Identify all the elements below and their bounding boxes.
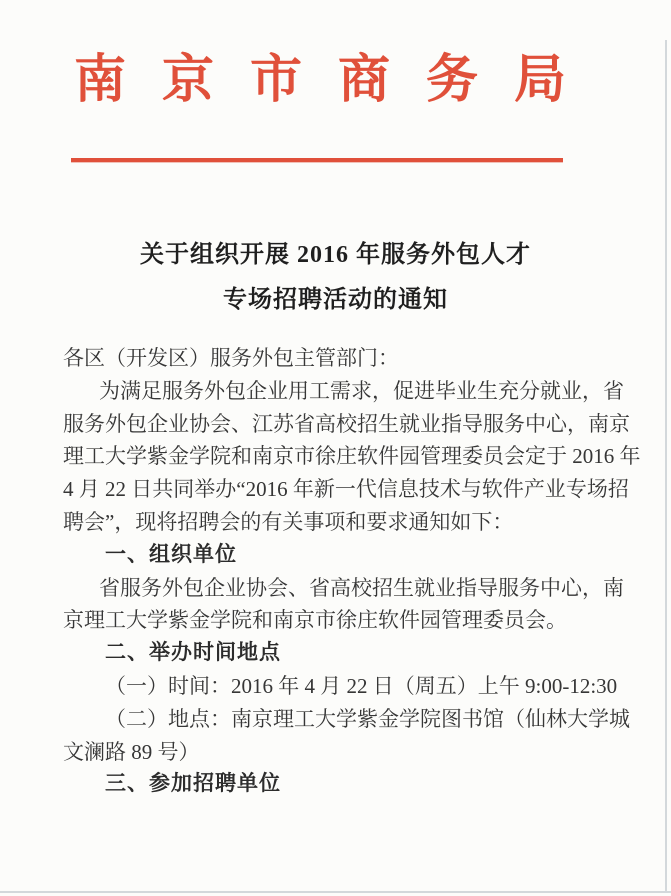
section-heading-3: 三、参加招聘单位	[105, 772, 281, 796]
paragraph-line: 省服务外包企业协会、省高校招生就业指导服务中心，南	[99, 575, 624, 600]
paragraph-line: 4 月 22 日共同举办“2016 年新一代信息技术与软件产业专场招	[63, 477, 629, 502]
paragraph-line: 为满足服务外包企业用工需求，促进毕业生充分就业，省	[99, 378, 624, 403]
scan-edge-right	[665, 40, 667, 893]
section-heading-2: 二、举办时间地点	[105, 641, 281, 665]
scan-edge-bottom	[0, 891, 671, 893]
letterhead-agency-name: 南京市商务局	[74, 52, 603, 109]
paragraph-line: 理工大学紫金学院和南京市徐庄软件园管理委员会定于 2016 年	[63, 444, 641, 469]
section-heading-1: 一、组织单位	[105, 542, 237, 566]
item-line-location: （二）地点：南京理工大学紫金学院图书馆（仙林大学城	[105, 706, 630, 731]
letterhead-divider-rule	[71, 158, 563, 162]
item-line-location-continue: 文澜路 89 号）	[63, 739, 200, 764]
item-line-time: （一）时间：2016 年 4 月 22 日（周五）上午 9:00-12:30	[105, 673, 618, 698]
notice-title-line-2: 专场招聘活动的通知	[223, 287, 448, 313]
paragraph-line: 京理工大学紫金学院和南京市徐庄软件园管理委员会。	[63, 608, 567, 633]
salutation-line: 各区（开发区）服务外包主管部门：	[63, 346, 399, 370]
paragraph-line: 服务外包企业协会、江苏省高校招生就业指导服务中心，南京	[63, 411, 630, 436]
notice-title	[0, 233, 671, 323]
notice-body	[63, 342, 641, 801]
paragraph-line: 聘会”，现将招聘会的有关事项和要求通知如下：	[63, 509, 514, 534]
notice-title-line-1: 关于组织开展 2016 年服务外包人才	[140, 242, 531, 268]
